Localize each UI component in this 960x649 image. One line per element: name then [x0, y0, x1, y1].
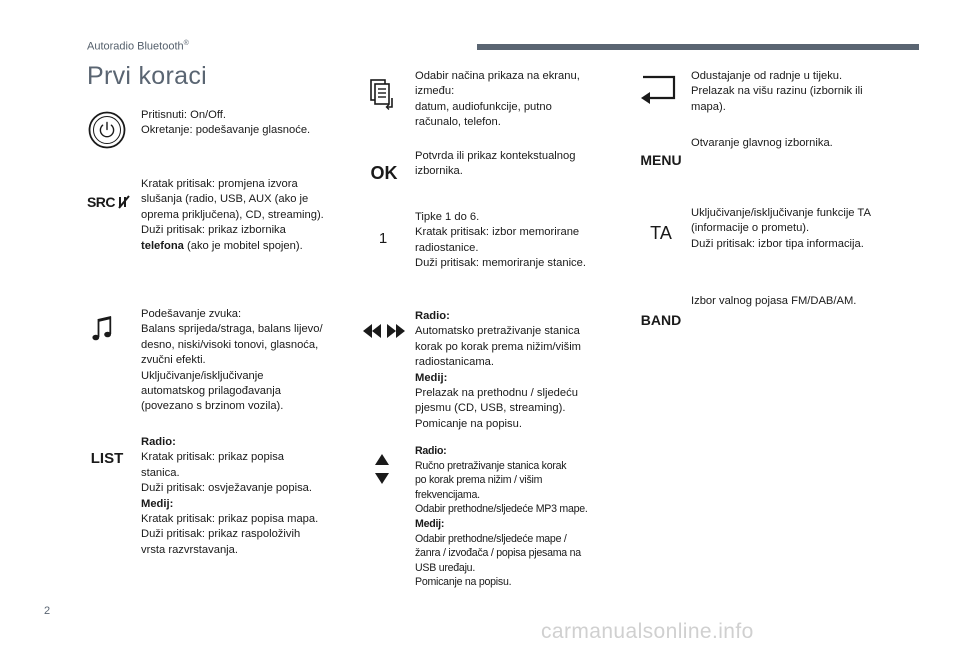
display-mode-icon — [369, 78, 397, 110]
desc-line: datum, audiofunkcije, putno — [415, 100, 552, 113]
ta-label: TA — [650, 222, 672, 243]
page-number: 2 — [44, 605, 51, 617]
preset-description — [415, 210, 586, 272]
desc-line: USB uređaju. — [415, 561, 476, 574]
src-label: SRC — [86, 194, 116, 210]
desc-line: korak po korak prema nižim/višim — [415, 340, 581, 353]
section-header — [87, 40, 189, 53]
desc-line: radiostanice. — [415, 241, 479, 254]
desc-line: Duži pritisak: osvježavanje popisa. — [141, 482, 313, 495]
menu-description — [691, 136, 833, 151]
preset-label: 1 — [378, 229, 388, 247]
desc-line: radiostanicama. — [415, 356, 494, 369]
up-down-arrows-icon — [374, 453, 390, 485]
desc-line: Izbor valnog pojasa FM/DAB/AM. — [691, 295, 857, 307]
music-note-icon — [92, 313, 114, 343]
desc-line — [141, 435, 318, 450]
section-header-text: Autoradio Bluetooth — [87, 40, 184, 53]
watermark: carmanualsonline.info — [541, 620, 754, 643]
radio-label: Radio: — [415, 445, 447, 457]
desc-line: Odabir prethodne/sljedeće mape / — [415, 532, 567, 545]
desc-line — [415, 309, 581, 324]
desc-line: Okretanje: podešavanje glasnoće. — [141, 124, 311, 137]
back-arrow-icon — [640, 74, 678, 108]
desc-line: žanra / izvođača / popisa pjesama na — [415, 547, 581, 560]
desc-line: Pomicanje na popisu. — [415, 576, 512, 589]
desc-line: mapa). — [691, 100, 726, 113]
src-button — [86, 192, 132, 212]
desc-line: Odabir prethodne/sljedeće MP3 mape. — [415, 503, 588, 516]
desc-line: po korak prema nižim / višim — [415, 474, 543, 487]
desc-line: Odustajanje od radnje u tijeku. — [691, 70, 843, 82]
src-description — [141, 177, 324, 254]
page-title: Prvi koraci — [87, 62, 207, 90]
band-button — [638, 310, 684, 330]
desc-line: vrsta razvrstavanja. — [141, 543, 238, 556]
desc-line: frekvencijama. — [415, 488, 480, 501]
media-label: Medij: — [415, 371, 448, 384]
media-label: Medij: — [141, 497, 174, 510]
media-label: Medij: — [415, 517, 445, 530]
updown-description — [415, 444, 588, 590]
desc-line: desno, niski/visoki tonovi, glasnoća, — [141, 338, 319, 351]
desc-line — [415, 517, 588, 532]
ok-label: OK — [370, 162, 398, 183]
desc-line: Prelazak na prethodnu / sljedeću — [415, 387, 578, 400]
menu-button — [638, 150, 684, 170]
desc-line: Duži pritisak: memoriranje stanice. — [415, 257, 586, 270]
list-label: LIST — [90, 449, 124, 467]
desc-line: Balans sprijeda/straga, balans lijevo/ — [141, 323, 323, 336]
power-icon — [88, 111, 126, 149]
desc-line: Kratak pritisak: izbor memorirane — [415, 226, 580, 239]
list-button — [86, 448, 128, 468]
desc-line: izbornika. — [415, 165, 463, 178]
desc-line: oprema priključena), CD, streaming). — [141, 208, 324, 221]
desc-line: pjesmu (CD, USB, streaming). — [415, 402, 566, 415]
preset-button — [374, 228, 392, 248]
desc-line: Odabir načina prikaza na ekranu, — [415, 70, 580, 82]
desc-line: Prelazak na višu razinu (izbornik ili — [691, 85, 863, 98]
desc-tail: (ako je mobitel spojen). — [183, 239, 303, 252]
registered-mark: ® — [183, 40, 189, 47]
desc-line: Potvrda ili prikaz kontekstualnog — [415, 150, 576, 162]
sound-description — [141, 307, 323, 415]
desc-line: Automatsko pretraživanje stanica — [415, 325, 580, 338]
ok-button — [366, 162, 402, 184]
radio-label: Radio: — [415, 310, 450, 322]
desc-line: Kratak pritisak: prikaz popisa mapa. — [141, 513, 319, 526]
desc-line — [141, 239, 324, 254]
desc-line: (informacije o prometu). — [691, 222, 810, 235]
desc-line: Pomicanje na popisu. — [415, 417, 522, 430]
desc-line: zvučni efekti. — [141, 354, 206, 367]
desc-line: Duži pritisak: izbor tipa informacija. — [691, 237, 864, 250]
desc-line: računalo, telefon. — [415, 116, 501, 129]
header-bar — [477, 44, 919, 50]
desc-line: Otvaranje glavnog izbornika. — [691, 137, 833, 149]
seek-arrows-icon — [362, 323, 406, 339]
ta-button — [646, 222, 676, 244]
desc-line: Podešavanje zvuka: — [141, 308, 242, 320]
desc-line: Duži pritisak: prikaz izbornika — [141, 224, 286, 237]
radio-label: Radio: — [141, 436, 176, 448]
desc-line: Ručno pretraživanje stanica korak — [415, 459, 567, 472]
desc-line: Tipke 1 do 6. — [415, 211, 480, 223]
desc-line: Uključivanje/isključivanje funkcije TA — [691, 207, 871, 219]
desc-line: Duži pritisak: prikaz raspoloživih — [141, 528, 301, 541]
seek-description — [415, 309, 581, 432]
list-description — [141, 435, 318, 558]
desc-line: stanica. — [141, 466, 180, 479]
ok-description — [415, 149, 575, 180]
band-label: BAND — [640, 312, 682, 328]
desc-line: (povezano s brzinom vozila). — [141, 400, 284, 413]
bold-term: telefona — [141, 239, 184, 252]
power-description — [141, 108, 310, 139]
phone-slash-icon — [117, 194, 131, 210]
desc-line — [415, 444, 588, 459]
menu-label: MENU — [640, 152, 682, 168]
desc-line: slušanja (radio, USB, AUX (ako je — [141, 193, 309, 206]
desc-line: automatskog prilagođavanja — [141, 385, 281, 398]
desc-line: između: — [415, 85, 455, 98]
band-description — [691, 294, 856, 309]
desc-line: Kratak pritisak: prikaz popisa — [141, 451, 285, 464]
display-description — [415, 69, 580, 131]
desc-line — [141, 497, 318, 512]
back-description — [691, 69, 863, 115]
desc-line: Kratak pritisak: promjena izvora — [141, 178, 298, 190]
desc-line — [415, 371, 581, 386]
desc-line: Pritisnuti: On/Off. — [141, 109, 226, 121]
desc-line: Uključivanje/isključivanje — [141, 369, 264, 382]
ta-description — [691, 206, 871, 252]
